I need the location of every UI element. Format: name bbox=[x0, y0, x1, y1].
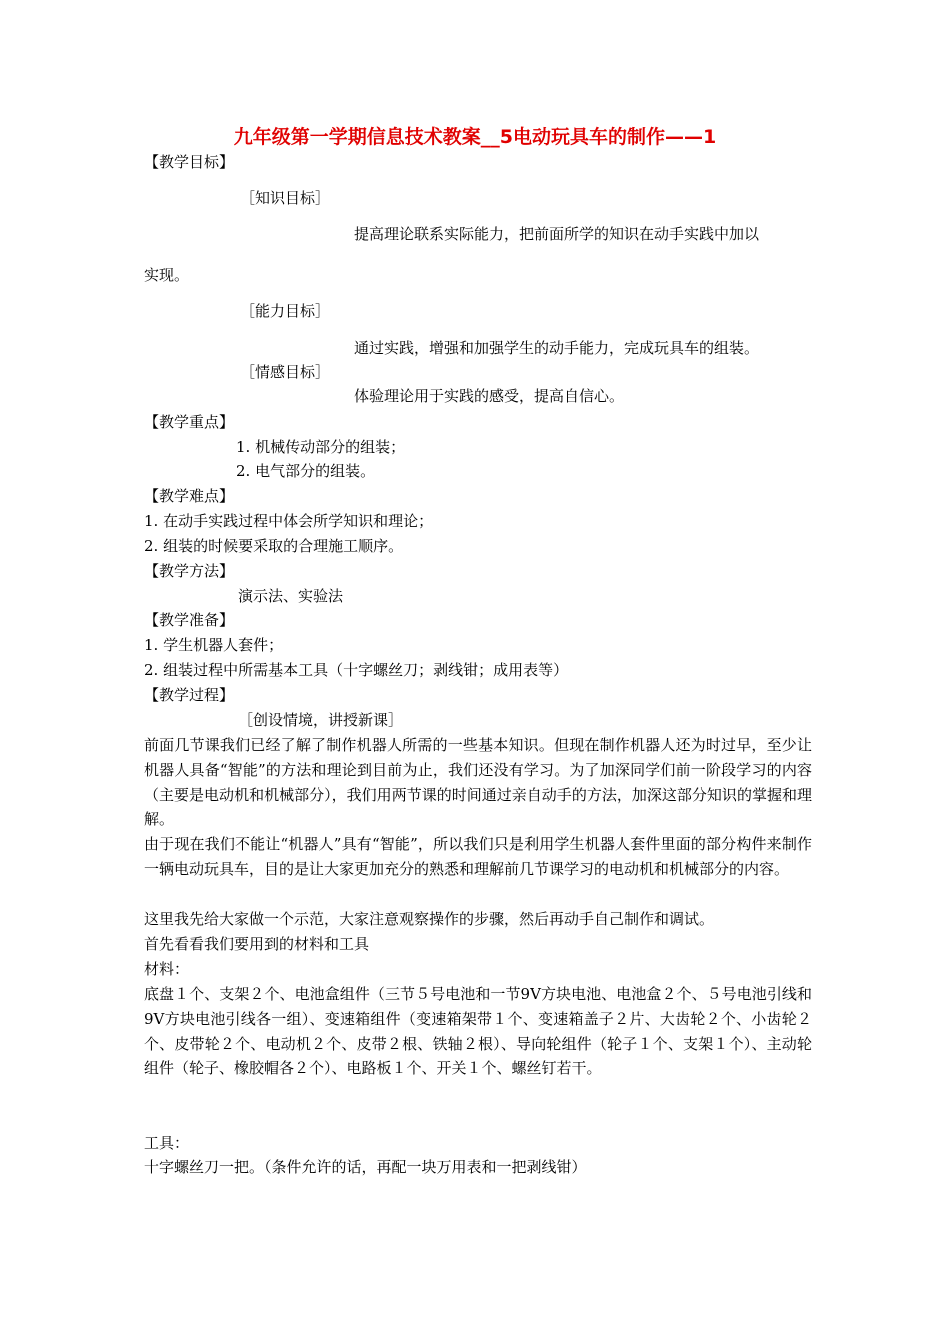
emotion-objective-text: 体验理论用于实践的感受，提高自信心。 bbox=[354, 387, 625, 405]
materials-list: 底盘１个、支架２个、电池盒组件（三节５号电池和一节9V方块电池、电池盒２个、５号电池引线和9V方块电池引线各一组）、变速箱组件（变速箱架带１个、变速箱盖子２片、大齿轮２个、小齿轮２个、皮带轮２个、电动机２个、皮带２根、铁轴２根）、导向轮组件（轮子１个、支架１个）、主动轮组件（轮子、橡胶帽各２个）、电路板１个、开关１个、螺丝钉若干。 bbox=[144, 985, 812, 1078]
knowledge-objective-text: 提高理论联系实际能力，把前面所学的知识在动手实践中加以 bbox=[354, 225, 760, 243]
process-paragraph: 这里我先给大家做一个示范，大家注意观察操作的步骤，然后再动手自己制作和调试。 bbox=[144, 910, 715, 928]
process-subheading: ［创设情境，讲授新课］ bbox=[238, 711, 404, 729]
tools-label: 工具： bbox=[144, 1134, 190, 1152]
ability-objective-text: 通过实践，增强和加强学生的动手能力，完成玩具车的组装。 bbox=[354, 339, 760, 357]
emotion-objective-label: ［情感目标］ bbox=[240, 363, 331, 381]
document-title: 九年级第一学期信息技术教案__5电动玩具车的制作——1 bbox=[233, 126, 717, 148]
process-heading: 【教学过程】 bbox=[144, 686, 235, 704]
knowledge-objective-label: ［知识目标］ bbox=[240, 189, 331, 207]
ability-objective-label: ［能力目标］ bbox=[240, 302, 331, 320]
knowledge-objective-text-cont: 实现。 bbox=[144, 266, 190, 284]
preparation-item: 1. 学生机器人套件； bbox=[144, 636, 284, 654]
materials-label: 材料： bbox=[144, 960, 190, 978]
difficulty-item: 1. 在动手实践过程中体会所学知识和理论； bbox=[144, 512, 434, 530]
tools-list: 十字螺丝刀一把。（条件允许的话，再配一块万用表和一把剥线钳） bbox=[144, 1158, 587, 1176]
process-paragraph: 首先看看我们要用到的材料和工具 bbox=[144, 935, 370, 953]
objectives-heading: 【教学目标】 bbox=[144, 153, 235, 171]
key-point-item: 2. 电气部分的组装。 bbox=[236, 462, 376, 480]
methods-heading: 【教学方法】 bbox=[144, 562, 235, 580]
process-paragraph: 前面几节课我们已经了解了制作机器人所需的一些基本知识。但现在制作机器人还为时过早，至少让机器人具备“智能”的方法和理论到目前为止，我们还没有学习。为了加深同学们前一阶段学习的内容（主要是电动机和机械部分），我们用两节课的时间通过亲自动手的方法，加深这部分知识的掌握和理解。 bbox=[144, 736, 812, 829]
preparation-heading: 【教学准备】 bbox=[144, 611, 235, 629]
difficulties-heading: 【教学难点】 bbox=[144, 487, 235, 505]
difficulty-item: 2. 组装的时候要采取的合理施工顺序。 bbox=[144, 537, 404, 555]
methods-text: 演示法、实验法 bbox=[238, 587, 344, 605]
preparation-item: 2. 组装过程中所需基本工具（十字螺丝刀；剥线钳；成用表等） bbox=[144, 661, 569, 679]
key-point-item: 1. 机械传动部分的组装； bbox=[236, 438, 406, 456]
key-points-heading: 【教学重点】 bbox=[144, 413, 235, 431]
process-paragraph: 由于现在我们不能让“机器人”具有“智能”，所以我们只是利用学生机器人套件里面的部分构件来制作一辆电动玩具车，目的是让大家更加充分的熟悉和理解前几节课学习的电动机和机械部分的内容。 bbox=[144, 835, 812, 878]
